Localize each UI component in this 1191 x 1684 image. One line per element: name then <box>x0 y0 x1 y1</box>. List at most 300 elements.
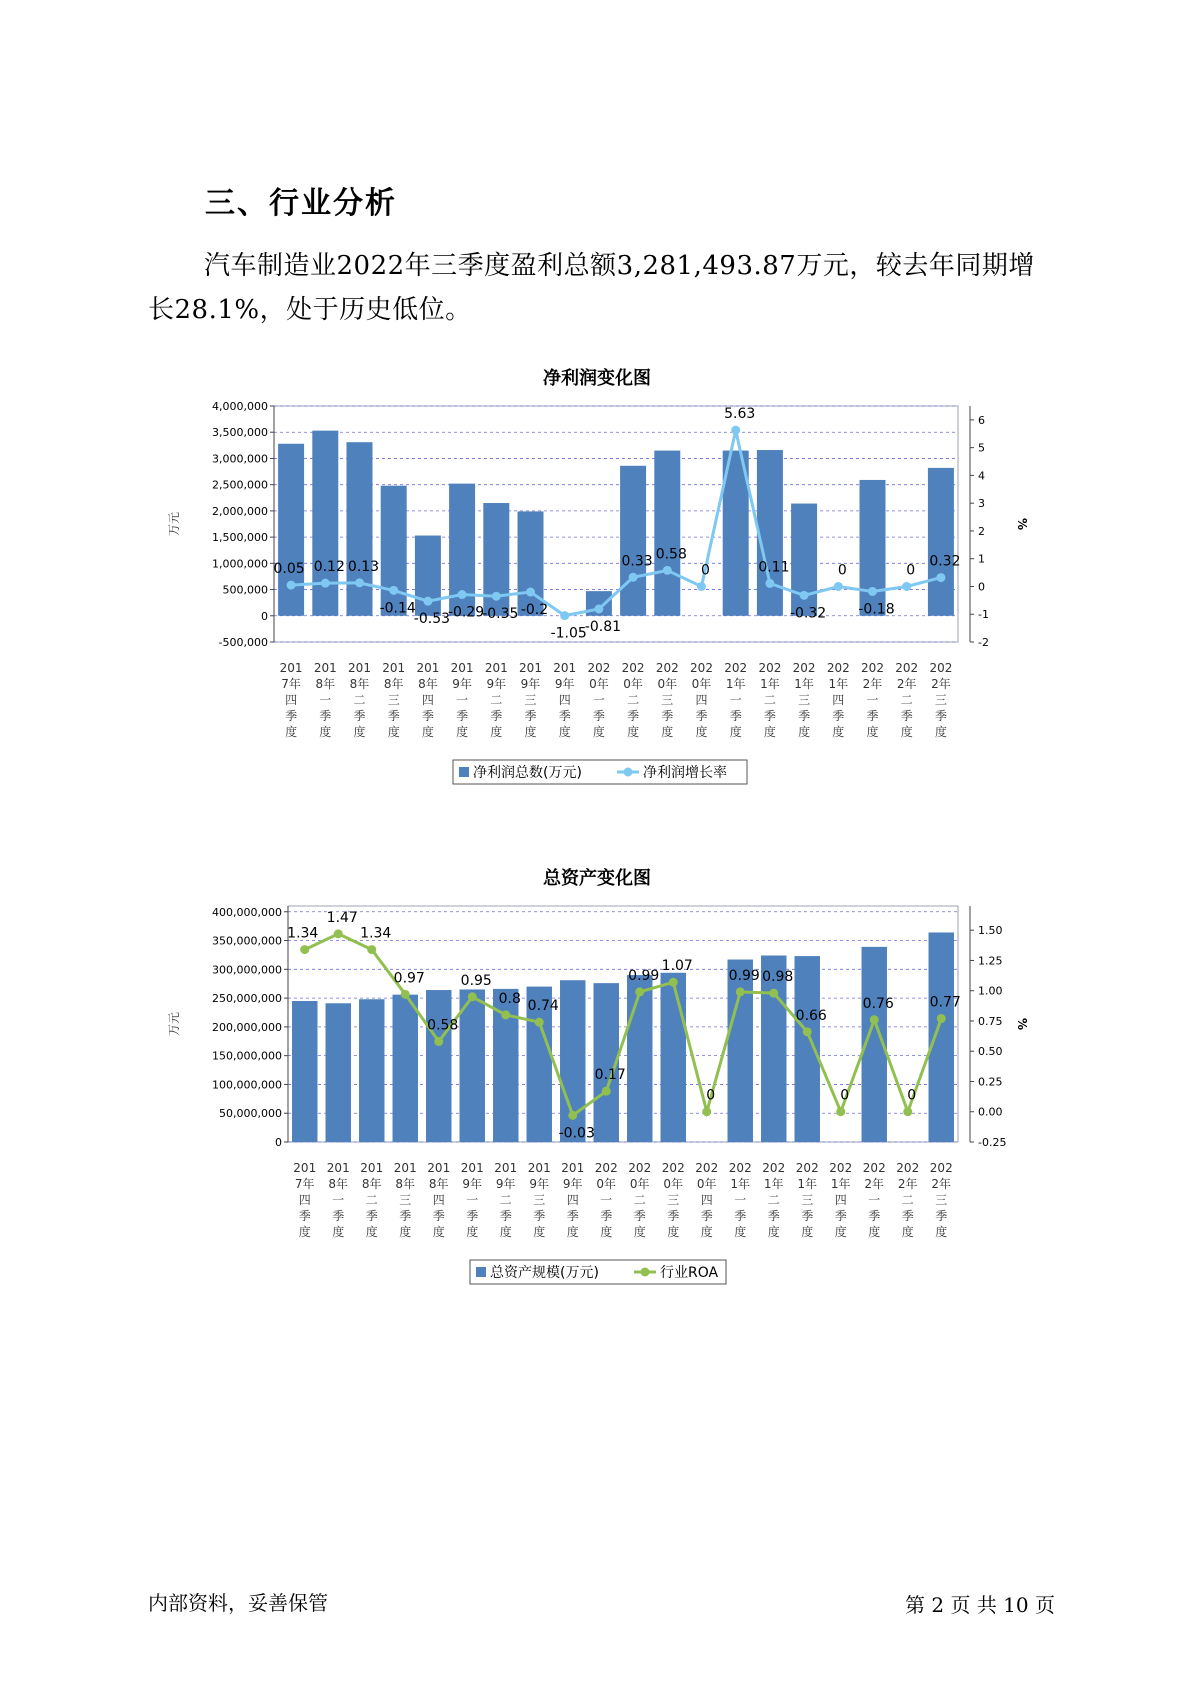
x-tick-label: 度 <box>490 725 503 739</box>
x-tick-label: 201 <box>450 661 474 675</box>
x-tick-label: 8年 <box>418 677 438 691</box>
x-tick-label: 202 <box>587 661 611 675</box>
y-tick-label: 0 <box>261 609 268 623</box>
data-label: 0.17 <box>594 1067 626 1084</box>
x-tick-label: 1年 <box>763 1177 784 1191</box>
data-label: -1.05 <box>550 625 587 642</box>
x-tick-label: 1年 <box>760 677 780 691</box>
data-label: -0.35 <box>482 606 519 623</box>
x-tick-label: 季 <box>456 709 469 723</box>
y-tick-label: 250,000,000 <box>212 992 282 1006</box>
line-point <box>468 992 477 1001</box>
y2-tick-label: 3 <box>978 497 985 511</box>
x-tick-label: 201 <box>553 661 577 675</box>
data-label: 0.33 <box>621 553 653 570</box>
x-tick-label: 8年 <box>328 1177 349 1191</box>
x-tick-label: 三 <box>934 693 947 707</box>
x-tick-label: 一 <box>592 693 605 707</box>
x-tick-label: 202 <box>792 661 816 675</box>
x-tick-label: 201 <box>416 661 440 675</box>
line-point <box>702 1107 711 1116</box>
y2-tick-label: 5 <box>978 441 985 455</box>
x-tick-label: 季 <box>499 1209 512 1223</box>
x-tick-label: 四 <box>558 693 571 707</box>
x-tick-label: 度 <box>866 725 879 739</box>
line-point <box>334 929 343 938</box>
data-label: -0.03 <box>558 1125 595 1142</box>
line-point <box>629 573 638 582</box>
bar <box>795 956 820 1142</box>
bar <box>757 450 783 616</box>
x-tick-label: 9年 <box>520 677 541 691</box>
data-label: 1.34 <box>360 925 392 942</box>
x-tick-label: 202 <box>829 1161 853 1175</box>
total-assets-chart <box>150 892 1029 1312</box>
x-tick-label: 二 <box>499 1193 512 1207</box>
x-tick-label: 度 <box>432 1225 445 1239</box>
plot-area <box>274 406 961 642</box>
y-tick-label: 300,000,000 <box>212 963 282 977</box>
x-tick-label: 201 <box>382 661 406 675</box>
line-point <box>834 582 843 591</box>
line-point <box>526 588 535 597</box>
x-tick-label: 四 <box>432 1193 445 1207</box>
section-title: 三、行业分析 <box>205 186 397 221</box>
footer-confidential-note: 内部资料，妥善保管 <box>148 1591 328 1615</box>
bar <box>359 999 384 1142</box>
x-tick-label: 季 <box>432 1209 445 1223</box>
bar <box>654 451 680 616</box>
y2-tick-label: 4 <box>978 469 985 483</box>
x-tick-label: 季 <box>767 1209 780 1223</box>
x-tick-label: 季 <box>627 709 640 723</box>
x-tick-label: 一 <box>332 1193 345 1207</box>
line-point <box>492 592 501 601</box>
x-tick-label: 度 <box>524 725 537 739</box>
data-label: 0 <box>837 562 847 579</box>
bar <box>426 990 451 1142</box>
x-tick-label: 202 <box>690 661 713 675</box>
x-tick-label: 二 <box>633 1193 646 1207</box>
bar <box>460 989 485 1142</box>
x-tick-label: 四 <box>421 693 434 707</box>
x-tick-label: 季 <box>285 709 298 723</box>
y2-axis-label: % <box>1015 1017 1029 1031</box>
bar <box>278 444 304 616</box>
x-tick-label: 度 <box>558 725 571 739</box>
bar <box>928 468 954 616</box>
x-tick-label: 度 <box>767 1225 780 1239</box>
data-label: 1.07 <box>661 958 693 975</box>
x-tick-label: 季 <box>399 1209 412 1223</box>
y2-tick-label: 1.50 <box>978 924 1003 938</box>
x-tick-label: 二 <box>627 693 640 707</box>
x-tick-label: 度 <box>319 725 332 739</box>
x-tick-label: 季 <box>868 1209 881 1223</box>
bar <box>518 511 544 615</box>
x-tick-label: 9年 <box>529 1177 550 1191</box>
data-label: 0 <box>840 1087 850 1104</box>
x-tick-label: 季 <box>466 1209 479 1223</box>
x-tick-label: 季 <box>298 1209 311 1223</box>
x-tick-label: 1年 <box>730 1177 751 1191</box>
x-tick-label: 三 <box>524 693 537 707</box>
x-tick-label: 季 <box>801 1209 814 1223</box>
x-tick-label: 2年 <box>931 677 951 691</box>
line-point <box>765 579 774 588</box>
y-axis-label: 万元 <box>167 511 181 537</box>
line-point <box>635 987 644 996</box>
data-label: -0.2 <box>520 602 549 619</box>
x-tick-label: 202 <box>594 1161 618 1175</box>
data-label: 0.99 <box>728 967 760 984</box>
legend-bar-label: 总资产规模(万元) <box>490 1265 599 1281</box>
data-label: 0.05 <box>273 561 305 578</box>
line-point <box>300 945 309 954</box>
x-tick-label: 8年 <box>383 677 404 691</box>
x-tick-label: 季 <box>566 1209 579 1223</box>
y-tick-label: 4,000,000 <box>212 400 268 413</box>
line-point <box>669 978 678 987</box>
bar <box>620 466 646 616</box>
x-tick-label: 201 <box>561 1161 585 1175</box>
line-point <box>800 591 809 600</box>
line-point <box>937 1014 946 1023</box>
x-tick-label: 季 <box>332 1209 345 1223</box>
x-tick-label: 度 <box>600 1225 613 1239</box>
chart-title-net-profit: 净利润变化图 <box>543 368 651 389</box>
x-tick-label: 202 <box>929 1161 953 1175</box>
x-tick-label: 202 <box>655 661 679 675</box>
chart-title-total-assets: 总资产变化图 <box>543 868 651 889</box>
data-label: 0.76 <box>862 995 894 1012</box>
x-tick-label: 202 <box>758 661 782 675</box>
x-tick-label: 201 <box>484 661 508 675</box>
y2-tick-label: 0.25 <box>978 1075 1003 1089</box>
x-tick-label: 202 <box>795 1161 819 1175</box>
bar <box>347 442 373 616</box>
x-tick-label: 7年 <box>294 1177 315 1191</box>
x-tick-label: 季 <box>421 709 434 723</box>
x-tick-label: 度 <box>695 725 708 739</box>
x-tick-label: 8年 <box>349 677 370 691</box>
x-tick-label: 季 <box>934 709 947 723</box>
bar <box>929 932 954 1142</box>
x-tick-label: 季 <box>900 709 913 723</box>
data-label: 0.97 <box>393 970 425 987</box>
line-point <box>434 1037 443 1046</box>
x-tick-label: 度 <box>834 1225 847 1239</box>
x-tick-label: 202 <box>724 661 748 675</box>
line-point <box>769 989 778 998</box>
x-tick-label: 202 <box>728 1161 752 1175</box>
x-tick-label: 季 <box>832 709 845 723</box>
x-tick-label: 一 <box>456 693 469 707</box>
x-tick-label: 四 <box>695 693 708 707</box>
line-point <box>355 578 364 587</box>
data-label: 0.58 <box>427 1017 459 1034</box>
data-label: 0.32 <box>929 553 961 570</box>
x-tick-label: 四 <box>700 1193 713 1207</box>
line-point <box>602 1087 611 1096</box>
legend-line-label: 行业ROA <box>660 1265 719 1281</box>
footer-page-number: 第 2 页 共 10 页 <box>905 1593 1055 1617</box>
x-tick-label: 季 <box>365 1209 378 1223</box>
y2-tick-label: 1.00 <box>978 984 1003 998</box>
line-point <box>560 611 569 620</box>
x-tick-label: 度 <box>901 1225 914 1239</box>
line-point <box>936 573 945 582</box>
x-tick-label: 一 <box>866 693 879 707</box>
x-tick-label: 一 <box>466 1193 479 1207</box>
legend-bar-swatch <box>459 767 469 777</box>
x-tick-label: 度 <box>466 1225 479 1239</box>
data-label: 0.13 <box>347 558 380 575</box>
x-tick-label: 度 <box>592 725 605 739</box>
line-point <box>287 581 296 590</box>
x-tick-label: 202 <box>762 1161 786 1175</box>
x-tick-label: 202 <box>862 1161 886 1175</box>
legend-line-label: 净利润增长率 <box>643 765 727 781</box>
x-tick-label: 1年 <box>828 677 849 691</box>
x-tick-label: 二 <box>900 693 913 707</box>
y2-tick-label: 0.00 <box>978 1105 1003 1119</box>
x-tick-label: 201 <box>293 1161 317 1175</box>
x-tick-label: 8年 <box>395 1177 416 1191</box>
x-tick-label: 2年 <box>896 677 917 691</box>
data-label: 1.47 <box>326 909 358 926</box>
x-tick-label: 二 <box>365 1193 378 1207</box>
x-tick-label: 0年 <box>629 1177 650 1191</box>
x-tick-label: 201 <box>360 1161 384 1175</box>
x-tick-label: 四 <box>566 1193 579 1207</box>
x-tick-label: 度 <box>533 1225 546 1239</box>
data-label: 0.98 <box>762 969 794 986</box>
x-tick-label: 度 <box>298 1225 311 1239</box>
x-tick-label: 二 <box>490 693 503 707</box>
x-tick-label: 四 <box>834 1193 847 1207</box>
x-tick-label: 度 <box>387 725 400 739</box>
x-tick-label: 201 <box>348 661 371 675</box>
y2-tick-label: 6 <box>978 413 985 427</box>
x-tick-label: 度 <box>456 725 469 739</box>
x-tick-label: 度 <box>499 1225 512 1239</box>
x-tick-label: 度 <box>332 1225 345 1239</box>
x-tick-label: 201 <box>427 1161 451 1175</box>
line-point <box>731 426 740 435</box>
x-tick-label: 0年 <box>663 1177 684 1191</box>
data-label: -0.53 <box>413 611 451 628</box>
line-point <box>594 604 603 613</box>
x-tick-label: 9年 <box>562 1177 583 1191</box>
data-label: 0.66 <box>795 1007 827 1024</box>
y-tick-label: 3,000,000 <box>212 452 268 466</box>
x-tick-label: 季 <box>661 709 674 723</box>
x-tick-label: 度 <box>700 1225 713 1239</box>
y-axis-label: 万元 <box>167 1011 181 1037</box>
x-tick-label: 度 <box>353 725 366 739</box>
x-tick-label: 季 <box>319 709 332 723</box>
line-point <box>903 1107 912 1116</box>
x-tick-label: 三 <box>661 693 674 707</box>
x-tick-label: 8年 <box>315 677 336 691</box>
x-tick-label: 季 <box>763 709 776 723</box>
y2-tick-label: -1 <box>978 608 989 622</box>
legend-line-marker <box>624 768 633 777</box>
bar <box>661 973 686 1142</box>
y-tick-label: 2,000,000 <box>212 504 268 518</box>
y-tick-label: -500,000 <box>218 636 268 649</box>
x-tick-label: 度 <box>633 1225 646 1239</box>
x-tick-label: 202 <box>929 661 953 675</box>
x-tick-label: 9年 <box>462 1177 483 1191</box>
data-label: 0.99 <box>628 967 660 984</box>
x-tick-label: 度 <box>729 725 742 739</box>
y2-tick-label: 2 <box>978 524 985 538</box>
x-tick-label: 度 <box>661 725 674 739</box>
x-tick-label: 度 <box>798 725 811 739</box>
x-tick-label: 2年 <box>864 1177 885 1191</box>
x-tick-label: 三 <box>387 693 400 707</box>
x-tick-label: 2年 <box>862 677 883 691</box>
x-tick-label: 202 <box>896 1161 920 1175</box>
x-tick-label: 季 <box>695 709 708 723</box>
x-tick-label: 三 <box>399 1193 412 1207</box>
y-tick-label: 350,000,000 <box>212 934 282 948</box>
x-tick-label: 202 <box>661 1161 685 1175</box>
y2-tick-label: -2 <box>978 636 989 649</box>
x-tick-label: 201 <box>326 1161 350 1175</box>
x-tick-label: 四 <box>285 693 298 707</box>
line-point <box>568 1111 577 1120</box>
legend-bar-swatch <box>476 1267 486 1277</box>
x-tick-label: 0年 <box>657 677 678 691</box>
x-tick-label: 二 <box>353 693 366 707</box>
line-point <box>870 1015 879 1024</box>
x-tick-label: 三 <box>935 1193 948 1207</box>
x-tick-label: 季 <box>901 1209 914 1223</box>
x-tick-label: 季 <box>935 1209 948 1223</box>
line-point <box>501 1010 510 1019</box>
x-tick-label: 四 <box>298 1193 311 1207</box>
x-tick-label: 季 <box>700 1209 713 1223</box>
x-tick-label: 季 <box>533 1209 546 1223</box>
data-label: 0 <box>907 1087 917 1104</box>
data-label: 1.34 <box>287 925 319 942</box>
x-tick-label: 四 <box>832 693 845 707</box>
x-tick-label: 9年 <box>452 677 472 691</box>
x-tick-label: 度 <box>832 725 845 739</box>
x-tick-label: 1年 <box>794 677 814 691</box>
y2-tick-label: -0.25 <box>978 1136 1007 1149</box>
x-tick-label: 度 <box>667 1225 680 1239</box>
data-label: 0 <box>701 562 710 579</box>
x-tick-label: 季 <box>667 1209 680 1223</box>
x-tick-label: 三 <box>801 1193 814 1207</box>
x-tick-label: 季 <box>633 1209 646 1223</box>
bar <box>381 486 407 616</box>
data-label: 0 <box>906 562 916 579</box>
data-label: -0.14 <box>379 600 416 617</box>
data-label: 0.11 <box>758 559 790 576</box>
x-tick-label: 0年 <box>596 1177 617 1191</box>
data-label: -0.81 <box>584 618 622 635</box>
y-tick-label: 200,000,000 <box>212 1020 282 1034</box>
x-tick-label: 季 <box>592 709 605 723</box>
x-tick-label: 9年 <box>554 677 575 691</box>
x-tick-label: 0年 <box>589 677 609 691</box>
x-tick-label: 季 <box>798 709 811 723</box>
x-tick-label: 三 <box>667 1193 680 1207</box>
y-tick-label: 50,000,000 <box>219 1107 282 1121</box>
data-label: -0.29 <box>447 604 485 621</box>
x-tick-label: 202 <box>826 661 850 675</box>
y-tick-label: 400,000,000 <box>212 905 282 919</box>
x-tick-label: 度 <box>934 725 947 739</box>
y2-tick-label: 0 <box>978 580 985 594</box>
x-tick-label: 度 <box>900 725 913 739</box>
x-tick-label: 季 <box>600 1209 613 1223</box>
x-tick-label: 202 <box>695 1161 719 1175</box>
x-tick-label: 度 <box>285 725 298 739</box>
x-tick-label: 201 <box>494 1161 518 1175</box>
bar <box>728 960 753 1142</box>
x-tick-label: 8年 <box>428 1177 449 1191</box>
bar <box>292 1001 317 1142</box>
x-tick-label: 2年 <box>931 1177 952 1191</box>
x-tick-label: 9年 <box>495 1177 516 1191</box>
data-label: -0.18 <box>858 601 895 618</box>
y-tick-label: 0 <box>275 1136 282 1149</box>
x-tick-label: 一 <box>319 693 332 707</box>
x-tick-label: 度 <box>566 1225 579 1239</box>
x-tick-label: 1年 <box>830 1177 851 1191</box>
data-label: 0 <box>706 1087 716 1104</box>
data-label: 5.63 <box>724 406 756 423</box>
x-tick-label: 一 <box>868 1193 881 1207</box>
x-tick-label: 0年 <box>623 677 643 691</box>
y2-tick-label: 0.50 <box>978 1045 1003 1059</box>
x-tick-label: 201 <box>279 661 303 675</box>
x-tick-label: 季 <box>524 709 537 723</box>
x-tick-label: 季 <box>490 709 503 723</box>
data-label: 0.74 <box>527 998 559 1015</box>
x-tick-label: 三 <box>798 693 811 707</box>
x-tick-label: 度 <box>421 725 434 739</box>
x-tick-label: 1年 <box>725 677 746 691</box>
x-tick-label: 度 <box>627 725 640 739</box>
data-label: 0.12 <box>313 559 345 576</box>
x-tick-label: 202 <box>628 1161 652 1175</box>
legend-bar-label: 净利润总数(万元) <box>473 765 582 781</box>
x-tick-label: 季 <box>866 709 879 723</box>
y-tick-label: 150,000,000 <box>212 1049 282 1063</box>
line-point <box>803 1027 812 1036</box>
x-tick-label: 一 <box>600 1193 613 1207</box>
x-tick-label: 度 <box>399 1225 412 1239</box>
x-tick-label: 7年 <box>281 677 301 691</box>
line-point <box>836 1107 845 1116</box>
x-tick-label: 202 <box>621 661 645 675</box>
line-point <box>535 1018 544 1027</box>
y-tick-label: 500,000 <box>222 583 268 597</box>
line-point <box>902 582 911 591</box>
y-tick-label: 1,500,000 <box>212 531 268 545</box>
x-tick-label: 201 <box>393 1161 417 1175</box>
y-tick-label: 3,500,000 <box>212 426 268 440</box>
x-tick-label: 季 <box>353 709 366 723</box>
x-tick-label: 201 <box>519 661 542 675</box>
